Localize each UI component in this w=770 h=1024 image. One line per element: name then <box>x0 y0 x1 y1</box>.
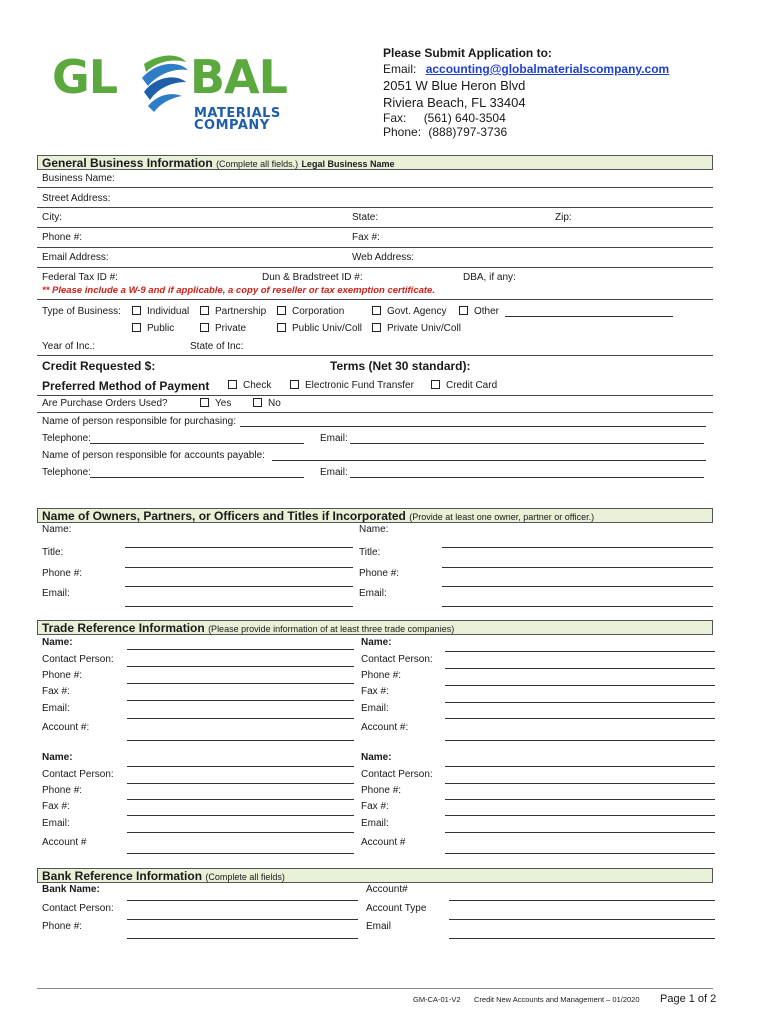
phone-label: Phone #: <box>42 232 83 243</box>
owner2-phone-label: Phone #: <box>359 568 400 579</box>
trade3-fax-label: Fax #: <box>42 801 70 812</box>
divider <box>37 299 713 300</box>
purchasing-telephone-label: Telephone: <box>42 433 91 444</box>
bank-phone-label: Phone #: <box>42 921 83 932</box>
owner1-phone-label: Phone #: <box>42 568 83 579</box>
section-header-general <box>37 155 713 170</box>
trade1-phone-label: Phone #: <box>42 670 83 681</box>
zip-label: Zip: <box>555 212 572 223</box>
section-title-general: General Business Information (Complete all fields.) Legal Business Name <box>42 156 395 170</box>
trade3-phone-field[interactable] <box>127 799 354 800</box>
checkbox-icon <box>200 398 209 407</box>
trade4-account-field[interactable] <box>445 853 715 854</box>
trade1-email-label: Email: <box>42 703 70 714</box>
trade2-email-label: Email: <box>361 703 389 714</box>
checkbox-icon <box>200 306 209 315</box>
trade4-contact-field[interactable] <box>445 783 715 784</box>
trade2-contact-field[interactable] <box>445 668 715 669</box>
trade4-name-field[interactable] <box>445 766 715 767</box>
checkbox-icon <box>277 323 286 332</box>
bank-email-field[interactable] <box>449 938 715 939</box>
credit-requested-label: Credit Requested $: <box>42 359 156 373</box>
checkbox-public[interactable]: Public <box>132 323 174 334</box>
submit-email-row <box>383 62 669 76</box>
divider <box>37 355 713 356</box>
trade1-account-label: Account #: <box>42 722 90 733</box>
company-logo <box>52 48 302 134</box>
trade3-email-label: Email: <box>42 818 70 829</box>
trade4-name-label: Name: <box>361 752 392 763</box>
section-title-owners: Name of Owners, Partners, or Officers and Titles if Incorporated (Provide at least one owner, partner or officer.) <box>42 509 595 523</box>
checkbox-public-univ[interactable]: Public Univ/Coll <box>277 323 362 334</box>
other-field[interactable] <box>505 316 673 317</box>
checkbox-corporation[interactable]: Corporation <box>277 306 344 317</box>
divider <box>37 227 713 228</box>
trade3-name-label: Name: <box>42 752 73 763</box>
trade1-phone-field[interactable] <box>127 683 354 684</box>
email-label: Email: <box>383 62 417 76</box>
trade2-name-field[interactable] <box>445 651 715 652</box>
trade3-phone-label: Phone #: <box>42 785 83 796</box>
owner1-phone-field[interactable] <box>125 586 353 587</box>
po-label: Are Purchase Orders Used? <box>42 398 168 409</box>
trade2-account-field[interactable] <box>445 740 715 741</box>
address-line-2: Riviera Beach, FL 33404 <box>383 95 526 110</box>
owner2-name-field[interactable] <box>442 547 713 548</box>
owner2-email-field[interactable] <box>442 606 713 607</box>
bank-name-label: Bank Name: <box>42 884 100 895</box>
email-address-label: Email Address: <box>42 252 109 263</box>
owner2-title-field[interactable] <box>442 567 713 568</box>
checkbox-icon <box>290 380 299 389</box>
trade1-fax-label: Fax #: <box>42 686 70 697</box>
bank-contact-field[interactable] <box>127 919 358 920</box>
owner1-name-label: Name: <box>42 524 72 535</box>
email-link[interactable]: accounting@globalmaterialscompany.com <box>425 62 670 76</box>
checkbox-icon <box>253 398 262 407</box>
payment-method-label: Preferred Method of Payment <box>42 379 210 393</box>
year-inc-label: Year of Inc.: <box>42 341 95 352</box>
web-address-label: Web Address: <box>352 252 415 263</box>
checkbox-private-univ[interactable]: Private Univ/Coll <box>372 323 461 334</box>
bank-name-field[interactable] <box>127 900 358 901</box>
ap-name-field[interactable] <box>272 460 706 461</box>
city-label: City: <box>42 212 62 223</box>
trade1-name-label: Name: <box>42 637 73 648</box>
ap-email-field[interactable] <box>350 477 704 478</box>
trade2-phone-label: Phone #: <box>361 670 402 681</box>
trade4-phone-label: Phone #: <box>361 785 402 796</box>
owner1-title-field[interactable] <box>125 567 353 568</box>
trade1-name-field[interactable] <box>127 649 354 650</box>
bank-phone-field[interactable] <box>127 938 358 939</box>
checkbox-eft[interactable]: Electronic Fund Transfer <box>290 380 414 391</box>
owner2-name-label: Name: <box>359 524 389 535</box>
checkbox-icon <box>228 380 237 389</box>
trade3-fax-field[interactable] <box>127 815 354 816</box>
trade3-account-field[interactable] <box>127 853 354 854</box>
trade3-contact-field[interactable] <box>127 783 354 784</box>
w9-note: ** Please include a W-9 and if applicable, a copy of reseller or tax exemption certificate. <box>42 285 435 296</box>
owner1-title-label: Title: <box>42 547 64 558</box>
checkbox-icon <box>459 306 468 315</box>
bank-email-label: Email <box>366 921 392 932</box>
divider <box>37 395 713 396</box>
phone-row <box>383 125 507 139</box>
type-of-business-label: Type of Business: <box>42 306 121 317</box>
owner2-title-label: Title: <box>359 547 381 558</box>
divider <box>37 207 713 208</box>
footer-description: Credit New Accounts and Management – 01/2020 <box>474 995 640 1004</box>
phone-label: Phone: <box>383 125 422 139</box>
checkbox-po-yes[interactable]: Yes <box>200 398 231 409</box>
logo-text-materials: MATERIALS <box>194 106 281 121</box>
checkbox-partnership[interactable]: Partnership <box>200 306 266 317</box>
purchasing-name-field[interactable] <box>240 426 706 427</box>
section-title-bank: Bank Reference Information (Complete all fields) <box>42 869 285 883</box>
trade4-fax-label: Fax #: <box>361 801 389 812</box>
checkbox-icon <box>200 323 209 332</box>
address-line-1: 2051 W Blue Heron Blvd <box>383 78 526 93</box>
checkbox-private[interactable]: Private <box>200 323 246 334</box>
fax-row <box>383 111 506 125</box>
footer-code: GM-CA-01-V2 <box>413 995 461 1004</box>
purchasing-email-field[interactable] <box>350 443 704 444</box>
terms-label: Terms (Net 30 standard): <box>330 359 471 373</box>
ap-email-label: Email: <box>320 467 348 478</box>
checkbox-credit-card[interactable]: Credit Card <box>431 380 497 391</box>
checkbox-govt-agency[interactable]: Govt. Agency <box>372 306 446 317</box>
divider <box>37 247 713 248</box>
tax-id-label: Federal Tax ID #: <box>42 272 118 283</box>
trade3-name-field[interactable] <box>127 766 354 767</box>
owner2-email-label: Email: <box>359 588 387 599</box>
bank-account-type-label: Account Type <box>366 903 427 914</box>
phone-value: (888)797-3736 <box>428 125 508 139</box>
owner1-email-field[interactable] <box>125 606 353 607</box>
business-name-label: Business Name: <box>42 173 115 184</box>
dba-label: DBA, if any: <box>463 272 516 283</box>
trade2-account-label: Account #: <box>361 722 409 733</box>
trade2-contact-label: Contact Person: <box>361 654 433 665</box>
trade3-contact-label: Contact Person: <box>42 769 114 780</box>
checkbox-other[interactable]: Other <box>459 306 499 317</box>
section-header-bank <box>37 868 713 883</box>
checkbox-icon <box>132 306 141 315</box>
owner1-email-label: Email: <box>42 588 70 599</box>
trade1-contact-field[interactable] <box>127 666 354 667</box>
checkbox-po-no[interactable]: No <box>253 398 281 409</box>
purchasing-telephone-field[interactable] <box>90 443 304 444</box>
fax-label: Fax #: <box>352 232 380 243</box>
owner1-name-field[interactable] <box>125 547 353 548</box>
trade4-email-label: Email: <box>361 818 389 829</box>
checkbox-individual[interactable]: Individual <box>132 306 189 317</box>
trade4-email-field[interactable] <box>445 832 715 833</box>
section-header-owners <box>37 508 713 523</box>
fax-value: (561) 640-3504 <box>423 111 506 125</box>
ap-telephone-label: Telephone: <box>42 467 91 478</box>
fax-label: Fax: <box>383 111 407 125</box>
checkbox-icon <box>372 323 381 332</box>
street-label: Street Address: <box>42 193 111 204</box>
state-label: State: <box>352 212 379 223</box>
bank-account-label: Account# <box>366 884 408 895</box>
trade2-email-field[interactable] <box>445 718 715 719</box>
page-number: Page 1 of 2 <box>660 993 717 1005</box>
owner2-phone-field[interactable] <box>442 586 713 587</box>
checkbox-icon <box>372 306 381 315</box>
submit-title: Please Submit Application to: <box>383 46 552 60</box>
trade2-fax-label: Fax #: <box>361 686 389 697</box>
trade4-account-label: Account # <box>361 837 406 848</box>
divider <box>37 187 713 188</box>
trade2-name-label: Name: <box>361 637 392 648</box>
trade4-contact-label: Contact Person: <box>361 769 433 780</box>
divider <box>37 267 713 268</box>
section-title-trade: Trade Reference Information (Please provide information of at least three trade companies) <box>42 621 455 635</box>
bank-account-field[interactable] <box>449 900 715 901</box>
purchasing-email-label: Email: <box>320 433 348 444</box>
divider <box>37 412 713 413</box>
trade1-email-field[interactable] <box>127 718 354 719</box>
logo-text-company: COMPANY <box>194 118 270 133</box>
section-header-trade <box>37 620 713 635</box>
trade2-phone-field[interactable] <box>445 685 715 686</box>
duns-label: Dun & Bradstreet ID #: <box>262 272 363 283</box>
trade2-fax-field[interactable] <box>445 702 715 703</box>
footer-divider <box>37 988 713 989</box>
checkbox-check[interactable]: Check <box>228 380 271 391</box>
logo-text-gl: GL <box>52 50 118 104</box>
ap-name-label: Name of person responsible for accounts payable: <box>42 450 265 461</box>
checkbox-icon <box>277 306 286 315</box>
purchasing-name-label: Name of person responsible for purchasing: <box>42 416 236 427</box>
trade4-fax-field[interactable] <box>445 815 715 816</box>
checkbox-icon <box>431 380 440 389</box>
trade3-account-label: Account # <box>42 837 87 848</box>
checkbox-icon <box>132 323 141 332</box>
trade3-email-field[interactable] <box>127 832 354 833</box>
trade1-contact-label: Contact Person: <box>42 654 114 665</box>
ap-telephone-field[interactable] <box>90 477 304 478</box>
trade4-phone-field[interactable] <box>445 799 715 800</box>
trade1-fax-field[interactable] <box>127 700 354 701</box>
trade1-account-field[interactable] <box>127 740 354 741</box>
state-inc-label: State of Inc: <box>190 341 244 352</box>
bank-contact-label: Contact Person: <box>42 903 114 914</box>
logo-text-bal: BAL <box>190 50 287 104</box>
bank-account-type-field[interactable] <box>449 919 715 920</box>
